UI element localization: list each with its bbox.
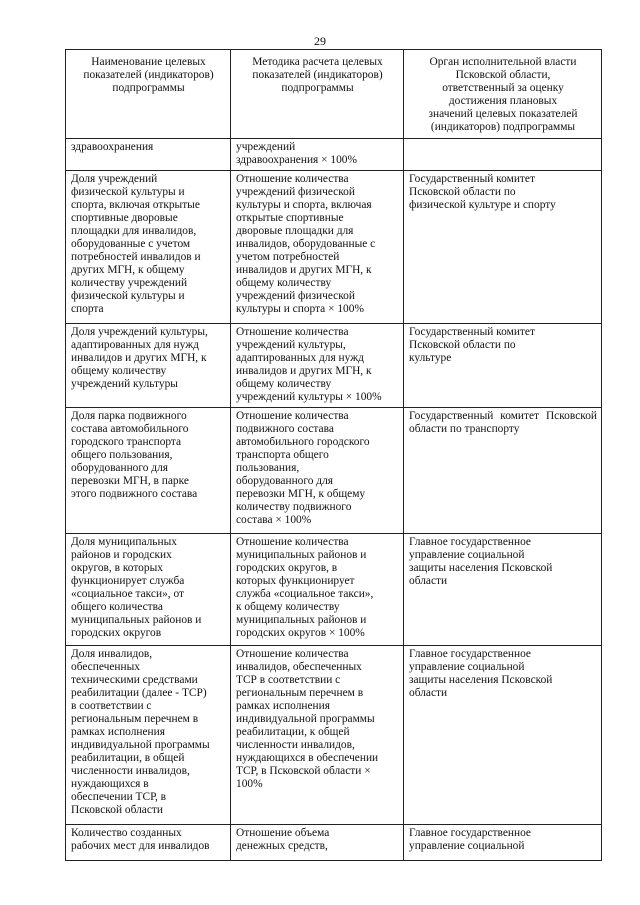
indicators-table [65, 49, 602, 861]
authority-cell: Главное государственное управление социальной защиты населения Псковской области [404, 534, 602, 646]
table-row [66, 171, 602, 324]
header-responsible-authority: Орган исполнительной власти Псковской области, ответственный за оценку достижения плановых значений целевых показателей (индикаторов) подпрограммы [404, 50, 602, 139]
method-cell: Отношение количества учреждений физической культуры и спорта, включая открытые спортивные дворовые площадки для инвалидов, оборудованные с учетом потребностей инвалидов и других МГН, к общему количеству учреждений физической культуры и спорта × 100% [231, 171, 404, 324]
table-row [66, 408, 602, 534]
table-header-row [66, 50, 602, 139]
authority-cell: Главное государственное управление социальной [404, 825, 602, 861]
method-cell: учреждений здравоохранения × 100% [231, 139, 404, 171]
method-cell: Отношение количества инвалидов, обеспеченных ТСР в соответствии с региональным перечнем в рамках исполнения индивидуальной программы реабилитации, к общей численности инвалидов, нуждающихся в обеспечении ТСР, в Псковской области × 100% [231, 646, 404, 825]
method-cell: Отношение объема денежных средств, [231, 825, 404, 861]
table-row [66, 324, 602, 408]
authority-cell: Государственный комитет Псковской области по физической культуре и спорту [404, 171, 602, 324]
indicator-cell: Доля инвалидов, обеспеченных техническими средствами реабилитации (далее - ТСР) в соответствии с региональным перечнем в рамках исполнения индивидуальной программы реабилитации, в общей численности инвалидов, нуждающихся в обеспечении ТСР, в Псковской области [66, 646, 231, 825]
table-row [66, 646, 602, 825]
method-cell: Отношение количества муниципальных районов и городских округов, в которых функционирует служба «социальное такси», к общему количеству муниципальных районов и городских округов × 100% [231, 534, 404, 646]
indicator-cell: Доля учреждений физической культуры и спорта, включая открытые спортивные дворовые площадки для инвалидов, оборудованные с учетом потребностей инвалидов и других МГН, к общему количеству учреждений физической культуры и спорта [66, 171, 231, 324]
method-cell: Отношение количества учреждений культуры, адаптированных для нужд инвалидов и других МГН, к общему количеству учреждений культуры × 100% [231, 324, 404, 408]
header-calculation-method: Методика расчета целевых показателей (индикаторов) подпрограммы [231, 50, 404, 139]
indicator-cell: Количество созданных рабочих мест для инвалидов [66, 825, 231, 861]
indicator-cell: Доля парка подвижного состава автомобильного городского транспорта общего пользования, оборудованного для перевозки МГН, в парке этого подвижного состава [66, 408, 231, 534]
page-number: 29 [314, 34, 326, 48]
indicator-cell: Доля учреждений культуры, адаптированных для нужд инвалидов и других МГН, к общему количеству учреждений культуры [66, 324, 231, 408]
table-row [66, 825, 602, 861]
indicator-cell: Доля муниципальных районов и городских округов, в которых функционирует служба «социальное такси», от общего количества муниципальных районов и городских округов [66, 534, 231, 646]
method-cell: Отношение количества подвижного состава автомобильного городского транспорта общего пользования, оборудованного для перевозки МГН, к общему количеству подвижного состава × 100% [231, 408, 404, 534]
table-row [66, 534, 602, 646]
authority-cell [404, 139, 602, 171]
authority-cell: Государственный комитет Псковской области по транспорту [404, 408, 602, 534]
header-indicator-name: Наименование целевых показателей (индикаторов) подпрограммы [66, 50, 231, 139]
indicator-cell: здравоохранения [66, 139, 231, 171]
authority-cell: Главное государственное управление социальной защиты населения Псковской области [404, 646, 602, 825]
table-row [66, 139, 602, 171]
authority-cell: Государственный комитет Псковской области по культуре [404, 324, 602, 408]
